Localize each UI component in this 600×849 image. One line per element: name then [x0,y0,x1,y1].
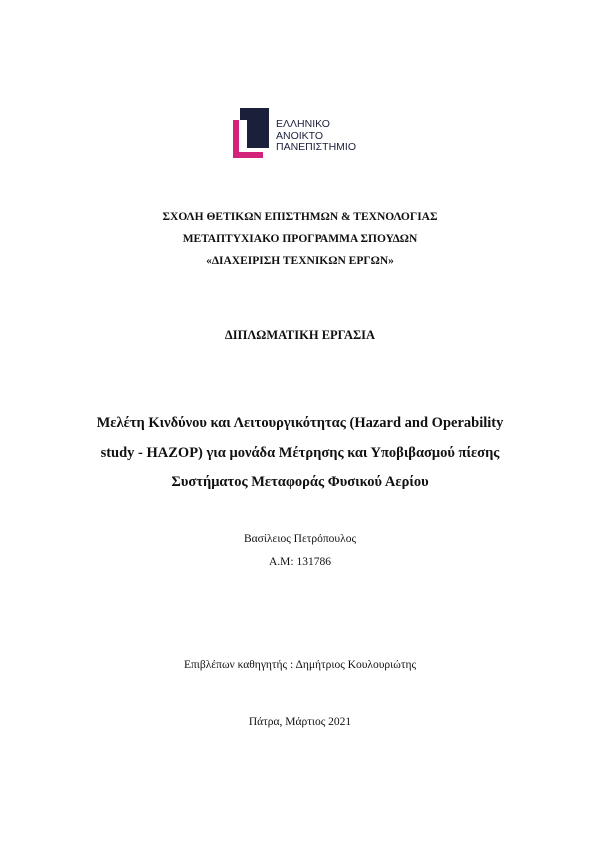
university-name-line-1: ΕΛΛΗΝΙΚΟ [276,118,330,130]
university-logo-mark-icon [233,108,269,158]
university-name-line-2: ΑΝΟΙΚΤΟ [276,129,324,142]
place-date: Πάτρα, Μάρτιος 2021 [248,716,352,728]
author-name: Βασίλειος Πετρόπουλος [243,533,357,545]
thesis-title-line-2: study - HAZOP) για μονάδα Μέτρησης και Υποβιβασμού πίεσης [100,444,500,461]
university-logo [233,108,393,158]
supervisor-name: Δημήτριος Κουλουριώτης [295,659,417,671]
thesis-title-line-1: Μελέτη Κινδύνου και Λειτουργικότητας (Hazard and Operability [96,415,504,431]
program-name: ΜΕΤΑΠΤΥΧΙΑΚΟ ΠΡΟΓΡΑΜΜΑ ΣΠΟΥΔΩΝ [182,233,418,245]
thesis-title [0,409,600,498]
thesis-type: ΔΙΠΛΩΜΑΤΙΚΗ ΕΡΓΑΣΙΑ [224,328,376,342]
school-header [0,206,600,272]
thesis-title-line-3: Συστήματος Μεταφοράς Φυσικού Αερίου [171,474,429,490]
supervisor-line [0,659,600,671]
school-name: ΣΧΟΛΗ ΘΕΤΙΚΩΝ ΕΠΙΣΤΗΜΩΝ & ΤΕΧΝΟΛΟΓΙΑΣ [162,211,438,223]
university-name [276,119,356,154]
specialization-name: «ΔΙΑΧΕΙΡΙΣΗ ΤΕΧΝΙΚΩΝ ΕΡΓΩΝ» [206,255,394,267]
author-block [0,528,600,574]
supervisor-label: Επιβλέπων καθηγητής : [183,659,294,671]
university-name-line-3: ΠΑΝΕΠΙΣΤΗΜΙΟ [276,141,356,153]
student-id: Α.Μ: 131786 [269,556,331,568]
